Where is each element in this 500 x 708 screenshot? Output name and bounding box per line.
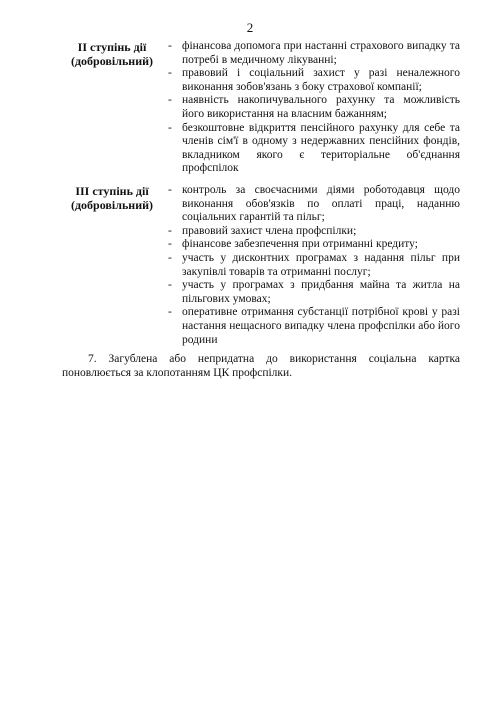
section-label-title: ІІ ступінь дії [77,40,147,54]
page-number: 2 [246,20,254,35]
list-item: - наявність накопичувального рахунку та можливість його використання на власним бажанням; [168,94,460,120]
list-item-text: контроль за своєчасними діями роботодавця щодо виконання обов'язків по оплаті праці, наданню соціальних гарантій та пільг; [182,184,460,224]
section-label-subtitle: (добровільний) [70,198,154,212]
section-stage-3 [62,184,462,344]
list-item-text: правовий захист члена профспілки; [182,224,357,237]
list-item-text: безкоштовне відкриття пенсійного рахунку для себе та членів сім'ї в одному з недержавних пенсійних фондів, вкладником якого є територіальне об'єднання профспілок [182,121,460,175]
list-item: - правовий захист члена профспілки; [168,224,357,237]
list-item: - правовий і соціальний захист у разі неналежного виконання зобов'язань з боку страхової компанії; [168,67,460,93]
list-item-text: наявність накопичувального рахунку та можливість його використання на власним бажанням; [182,94,460,120]
benefit-list [168,40,460,176]
list-item-text: фінансове забезпечення при отриманні кредиту; [182,238,418,251]
list-item: - контроль за своєчасними діями роботодавця щодо виконання обов'язків по оплаті праці, наданню соціальних гарантій та пільг; [168,184,460,224]
section-label-subtitle: (добровільний) [70,54,154,68]
list-item: - фінансова допомога при настанні страхового випадку та потребі в медичному лікуванні; [168,40,460,66]
list-item: - оперативне отримання субстанції потрібної крові у разі настання нещасного випадку члена профспілки або його родини [168,306,460,346]
list-item-text: правовий і соціальний захист у разі неналежного виконання зобов'язань з боку страхової компанії; [182,67,460,93]
list-item: - фінансове забезпечення при отриманні кредиту; [168,238,418,251]
list-item: - безкоштовне відкриття пенсійного рахунку для себе та членів сім'ї в одному з недержавних пенсійних фондів, вкладником якого є територіальне об'єднання профспілок [168,121,460,175]
section-label [62,40,162,68]
benefit-list [168,184,460,347]
list-item-text: оперативне отримання субстанції потрібної крові у разі настання нещасного випадку члена профспілки або його родини [182,306,460,346]
list-item: - участь у програмах з придбання майна та житла на пільгових умовах; [168,279,460,305]
paragraph-7: 7. Загублена або непридатна до використання соціальна картка поновлюється за клопотанням ЦК профспілки. [62,353,460,379]
list-item-text: участь у програмах з придбання майна та житла на пільгових умовах; [182,279,460,305]
section-stage-2 [62,40,462,180]
list-item: - участь у дисконтних програмах з надання пільг при закупівлі товарів та отриманні послуг; [168,251,460,278]
section-label [62,184,162,212]
list-item-text: участь у дисконтних програмах з надання пільг при закупівлі товарів та отриманні послуг; [182,251,460,278]
section-label-title: ІІІ ступінь дії [75,184,149,198]
list-item-text: фінансова допомога при настанні страхового випадку та потребі в медичному лікуванні; [182,40,460,66]
